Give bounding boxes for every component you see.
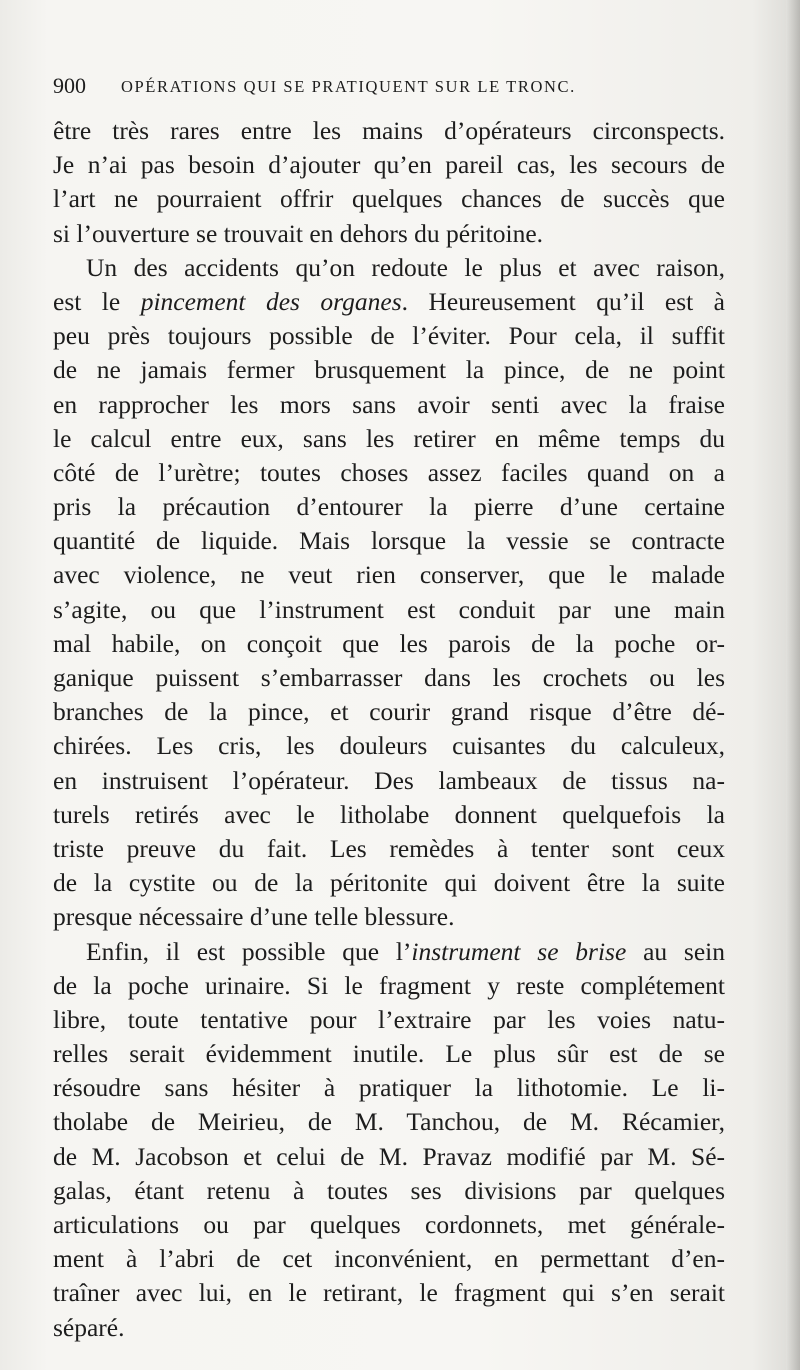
text-line: en rapprocher les mors sans avoir senti avec la fraise xyxy=(53,389,725,419)
text-line: mal habile, on conçoit que les parois de la poche or- xyxy=(53,628,725,658)
text-line: séparé. xyxy=(53,1312,125,1342)
text-line: s’agite, ou que l’instrument est conduit par une main xyxy=(53,594,725,624)
running-head-title: OPÉRATIONS QUI SE PRATIQUENT SUR LE TRONC. xyxy=(121,77,576,96)
text-line: articulations ou par quelques cordonnets, met générale- xyxy=(53,1210,725,1239)
italic-phrase: instrument se brise xyxy=(411,936,627,966)
text-line: si l’ouverture se trouvait en dehors du péritoine. xyxy=(53,218,544,248)
text-line: traîner avec lui, en le retirant, le fragment qui s’en serait xyxy=(53,1278,725,1308)
text-line: presque nécessaire d’une telle blessure. xyxy=(53,902,455,932)
text-line: être très rares entre les mains d’opérateurs circonspects. xyxy=(53,116,725,145)
text-line: Un des accidents qu’on redoute le plus et avec raison, xyxy=(86,252,725,282)
text-line: turels retirés avec le litholabe donnent quelquefois la xyxy=(53,799,725,829)
page-number: 900 xyxy=(53,73,86,98)
text-line: en instruisent l’opérateur. Des lambeaux de tissus na- xyxy=(53,765,725,795)
text-line: avec violence, ne veut rien conserver, que le malade xyxy=(53,560,725,590)
text-line: résoudre sans hésiter à pratiquer la lithotomie. Le li- xyxy=(53,1073,725,1103)
text-line: chirées. Les cris, les douleurs cuisantes du calculeux, xyxy=(53,731,725,761)
italic-phrase: pincement des organes xyxy=(140,286,402,316)
text-line: le calcul entre eux, sans les retirer en même temps du xyxy=(53,423,725,453)
text-line: ganique puissent s’embarrasser dans les crochets ou les xyxy=(53,663,725,692)
text-line: galas, étant retenu à toutes ses divisions par quelques xyxy=(53,1175,725,1205)
text-line: triste preuve du fait. Les remèdes à tenter sont ceux xyxy=(53,833,725,863)
text-line: Je n’ai pas besoin d’ajouter qu’en pareil cas, les secours de xyxy=(53,150,725,180)
text-line: branches de la pince, et courir grand risque d’être dé- xyxy=(53,697,725,727)
page-edge-shadow xyxy=(786,0,800,1370)
text-line: de ne jamais fermer brusquement la pince, de ne point xyxy=(53,355,725,385)
text-line: libre, toute tentative pour l’extraire par les voies natu- xyxy=(53,1004,725,1034)
text-line: pris la précaution d’entourer la pierre d’une certaine xyxy=(53,492,725,522)
text-line: côté de l’urètre; toutes choses assez faciles quand on a xyxy=(53,457,725,487)
body-text xyxy=(53,114,725,1345)
text-line: de la poche urinaire. Si le fragment y reste complétement xyxy=(53,970,725,1000)
text-line: est le pincement des organes. Heureusement qu’il est à xyxy=(53,286,725,316)
text-line: ment à l’abri de cet inconvénient, en permettant d’en- xyxy=(53,1244,725,1274)
text-line: de la cystite ou de la péritonite qui doivent être la suite xyxy=(53,868,725,898)
text-line: tholabe de Meirieu, de M. Tanchou, de M. Récamier, xyxy=(53,1107,725,1137)
text-line: relles serait évidemment inutile. Le plus sûr est de se xyxy=(53,1039,725,1069)
running-head xyxy=(53,73,733,105)
text-line: de M. Jacobson et celui de M. Pravaz modifié par M. Sé- xyxy=(53,1141,725,1171)
text-line: peu près toujours possible de l’éviter. Pour cela, il suffit xyxy=(53,321,725,351)
text-line: l’art ne pourraient offrir quelques chances de succès que xyxy=(53,184,725,214)
text-line: quantité de liquide. Mais lorsque la vessie se contracte xyxy=(53,526,725,556)
text-line: Enfin, il est possible que l’instrument se brise au sein xyxy=(86,936,725,966)
